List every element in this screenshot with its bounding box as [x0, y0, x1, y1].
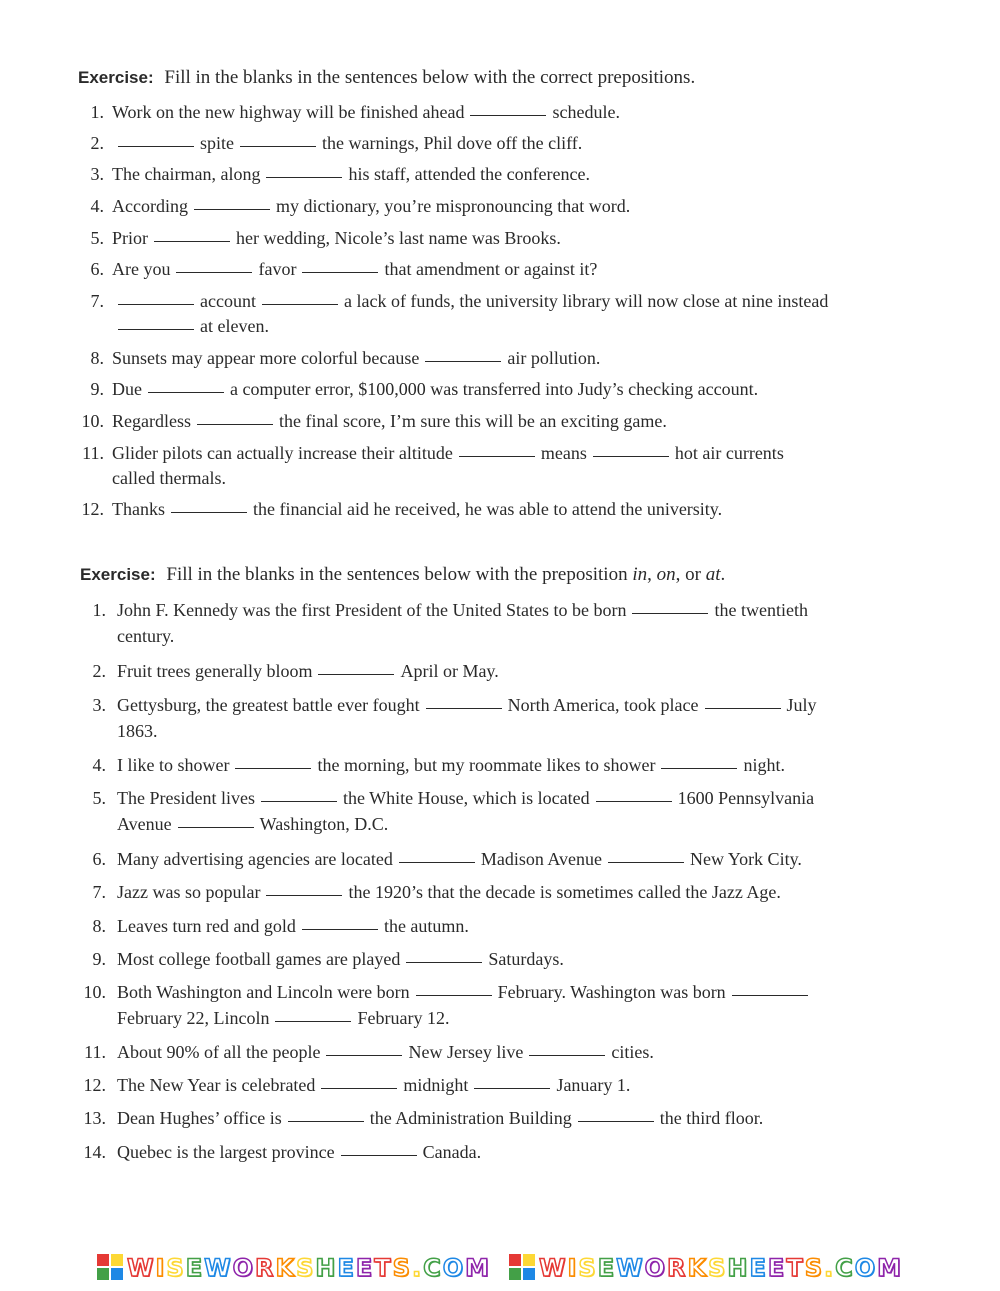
sentence-text: my dictionary, you’re mispronouncing that word.: [275, 196, 631, 216]
exercise-2-instruction: Fill in the blanks in the sentences below with the preposition in, on, or at.: [166, 564, 726, 585]
sentence-text: New York City.: [690, 849, 802, 869]
sentence-text: Sunsets may appear more colorful because: [112, 348, 420, 368]
sentence-line: [112, 441, 784, 466]
sentence-text: Madison Avenue: [480, 849, 603, 869]
answer-blank[interactable]: [148, 391, 224, 393]
answer-blank[interactable]: [178, 826, 254, 828]
sentence-text: Work on the new highway will be finished ahead: [112, 102, 465, 122]
sentence-text: the autumn.: [383, 916, 469, 936]
sentence-text: air pollution.: [507, 348, 601, 368]
item-number: 6.: [92, 849, 106, 869]
item-number: 11.: [82, 443, 104, 463]
answer-blank[interactable]: [240, 145, 316, 147]
sentence-line: [117, 847, 802, 872]
item-number: 4.: [92, 755, 106, 775]
sentence-text: Thanks: [112, 499, 165, 519]
watermark-2: WISEWORKSHEETS.COM: [509, 1254, 903, 1284]
sentence-line: [112, 194, 630, 219]
item-number: 3.: [90, 164, 104, 184]
item-number: 2.: [90, 133, 104, 153]
item-number: 8.: [90, 348, 104, 368]
sentence-text: the final score, I’m sure this will be an exciting game.: [278, 411, 667, 431]
sentence-line: [112, 162, 590, 187]
answer-blank[interactable]: [235, 767, 311, 769]
exercise-2-label: Exercise:: [80, 565, 156, 584]
answer-blank[interactable]: [118, 303, 194, 305]
item-number: 3.: [92, 695, 106, 715]
answer-blank[interactable]: [275, 1020, 351, 1022]
sentence-text: Are you: [112, 259, 171, 279]
sentence-text: her wedding, Nicole’s last name was Brooks.: [236, 228, 561, 248]
sentence-line-continued: [112, 314, 269, 339]
sentence-line: [117, 1073, 630, 1098]
item-number: 4.: [90, 196, 104, 216]
answer-blank[interactable]: [406, 961, 482, 963]
answer-blank[interactable]: [705, 707, 781, 709]
sentence-line-continued: [117, 624, 174, 649]
sentence-line: [112, 257, 597, 282]
sentence-line: [117, 914, 469, 939]
sentence-text: the financial aid he received, he was able to attend the university.: [253, 499, 723, 519]
answer-blank[interactable]: [197, 423, 273, 425]
item-number: 10.: [81, 411, 104, 431]
sentence-line: [112, 100, 620, 125]
answer-blank[interactable]: [732, 994, 808, 996]
sentence-text: hot air currents: [674, 443, 784, 463]
answer-blank[interactable]: [399, 861, 475, 863]
sentence-line: [117, 947, 564, 972]
answer-blank[interactable]: [288, 1120, 364, 1122]
answer-blank[interactable]: [171, 511, 247, 513]
item-number: 12.: [83, 1075, 106, 1095]
sentence-text: The chairman, along: [112, 164, 261, 184]
sentence-text: January 1.: [556, 1075, 631, 1095]
sentence-text: Many advertising agencies are located: [117, 849, 393, 869]
item-number: 13.: [83, 1108, 106, 1128]
sentence-text: Both Washington and Lincoln were born: [117, 982, 410, 1002]
item-number: 5.: [90, 228, 104, 248]
logo-icon: [97, 1254, 123, 1280]
sentence-line-continued: [117, 1006, 449, 1031]
item-number: 11.: [84, 1042, 106, 1062]
answer-blank[interactable]: [593, 455, 669, 457]
sentence-text: Saturdays.: [488, 949, 564, 969]
sentence-text: July: [786, 695, 817, 715]
item-number: 5.: [92, 788, 106, 808]
sentence-text: New Jersey live: [408, 1042, 524, 1062]
answer-blank[interactable]: [416, 994, 492, 996]
sentence-text: John F. Kennedy was the first President of the United States to be born: [117, 600, 627, 620]
answer-blank[interactable]: [266, 894, 342, 896]
sentence-text: Washington, D.C.: [259, 814, 389, 834]
sentence-text: February 12.: [357, 1008, 450, 1028]
sentence-line: [117, 598, 808, 623]
sentence-text: April or May.: [400, 661, 499, 681]
sentence-text: Most college football games are played: [117, 949, 401, 969]
sentence-line-continued: [117, 812, 388, 837]
sentence-text: favor: [258, 259, 297, 279]
sentence-text: his staff, attended the conference.: [348, 164, 591, 184]
exercise-1-label: Exercise:: [78, 68, 154, 87]
sentence-text: the 1920’s that the decade is sometimes called the Jazz Age.: [348, 882, 781, 902]
sentence-text: About 90% of all the people: [117, 1042, 321, 1062]
sentence-text: called thermals.: [112, 468, 226, 488]
item-number: 10.: [83, 982, 106, 1002]
answer-blank[interactable]: [425, 360, 501, 362]
sentence-text: means: [540, 443, 587, 463]
sentence-line-continued: [112, 466, 226, 491]
sentence-text: spite: [200, 133, 234, 153]
item-number: 8.: [92, 916, 106, 936]
sentence-line: [117, 880, 781, 905]
sentence-text: February 22, Lincoln: [117, 1008, 270, 1028]
item-number: 6.: [90, 259, 104, 279]
item-number: 9.: [90, 379, 104, 399]
answer-blank[interactable]: [302, 928, 378, 930]
watermark-1: WISEWORKSHEETS.COM: [97, 1254, 491, 1284]
answer-blank[interactable]: [194, 208, 270, 210]
sentence-text: the Administration Building: [369, 1108, 572, 1128]
sentence-line: [117, 659, 499, 684]
answer-blank[interactable]: [118, 145, 194, 147]
sentence-text: Canada.: [422, 1142, 482, 1162]
sentence-text: the morning, but my roommate likes to shower: [317, 755, 656, 775]
sentence-text: that amendment or against it?: [384, 259, 598, 279]
sentence-line: [117, 786, 814, 811]
sentence-text: Regardless: [112, 411, 191, 431]
sentence-text: Quebec is the largest province: [117, 1142, 335, 1162]
answer-blank[interactable]: [326, 1054, 402, 1056]
sentence-line: [117, 693, 817, 718]
watermark-footer: [0, 1254, 1000, 1284]
sentence-line: [112, 409, 667, 434]
exercise-1-heading: [78, 67, 695, 89]
sentence-text: Dean Hughes’ office is: [117, 1108, 282, 1128]
answer-blank[interactable]: [661, 767, 737, 769]
answer-blank[interactable]: [118, 328, 194, 330]
answer-blank[interactable]: [341, 1154, 417, 1156]
answer-blank[interactable]: [261, 800, 337, 802]
item-number: 1.: [92, 600, 106, 620]
answer-blank[interactable]: [470, 114, 546, 116]
sentence-line: [112, 131, 582, 156]
sentence-text: I like to shower: [117, 755, 230, 775]
sentence-text: Avenue: [117, 814, 172, 834]
sentence-line: [112, 377, 758, 402]
sentence-line: [112, 289, 828, 314]
sentence-line: [117, 1140, 481, 1165]
sentence-text: account: [200, 291, 256, 311]
logo-icon: [509, 1254, 535, 1280]
sentence-text: February. Washington was born: [497, 982, 726, 1002]
sentence-text: Glider pilots can actually increase their altitude: [112, 443, 453, 463]
item-number: 9.: [92, 949, 106, 969]
answer-blank[interactable]: [321, 1087, 397, 1089]
item-number: 7.: [92, 882, 106, 902]
sentence-text: 1600 Pennsylvania: [677, 788, 815, 808]
sentence-text: the twentieth: [714, 600, 808, 620]
sentence-text: Jazz was so popular: [117, 882, 261, 902]
sentence-line: [112, 346, 600, 371]
sentence-line: [117, 980, 814, 1005]
sentence-text: a lack of funds, the university library will now close at nine instead: [343, 291, 829, 311]
sentence-text: 1863.: [117, 721, 158, 741]
item-number: 12.: [81, 499, 104, 519]
sentence-text: the third floor.: [659, 1108, 764, 1128]
sentence-line: [117, 753, 785, 778]
sentence-text: the White House, which is located: [342, 788, 590, 808]
answer-blank[interactable]: [318, 673, 394, 675]
sentence-text: The President lives: [117, 788, 255, 808]
item-number: 2.: [92, 661, 106, 681]
sentence-text: schedule.: [552, 102, 620, 122]
sentence-text: century.: [117, 626, 175, 646]
answer-blank[interactable]: [474, 1087, 550, 1089]
answer-blank[interactable]: [596, 800, 672, 802]
item-number: 14.: [83, 1142, 106, 1162]
exercise-1-instruction: Fill in the blanks in the sentences below with the correct prepositions.: [164, 67, 696, 88]
answer-blank[interactable]: [459, 455, 535, 457]
sentence-line: [112, 226, 561, 251]
sentence-text: a computer error, $100,000 was transferred into Judy’s checking account.: [230, 379, 759, 399]
sentence-text: the warnings, Phil dove off the cliff.: [322, 133, 583, 153]
sentence-text: According: [112, 196, 188, 216]
sentence-text: North America, took place: [507, 695, 699, 715]
sentence-text: Gettysburg, the greatest battle ever fought: [117, 695, 420, 715]
sentence-text: Prior: [112, 228, 148, 248]
answer-blank[interactable]: [578, 1120, 654, 1122]
sentence-line: [112, 497, 722, 522]
sentence-text: at eleven.: [200, 316, 269, 336]
sentence-line: [117, 1106, 763, 1131]
answer-blank[interactable]: [262, 303, 338, 305]
exercise-2-heading: [80, 564, 725, 586]
answer-blank[interactable]: [302, 271, 378, 273]
sentence-text: midnight: [403, 1075, 469, 1095]
answer-blank[interactable]: [154, 240, 230, 242]
answer-blank[interactable]: [176, 271, 252, 273]
answer-blank[interactable]: [426, 707, 502, 709]
answer-blank[interactable]: [266, 176, 342, 178]
sentence-text: cities.: [611, 1042, 654, 1062]
sentence-text: Due: [112, 379, 142, 399]
item-number: 7.: [90, 291, 104, 311]
answer-blank[interactable]: [529, 1054, 605, 1056]
answer-blank[interactable]: [632, 612, 708, 614]
sentence-line-continued: [117, 719, 158, 744]
item-number: 1.: [90, 102, 104, 122]
sentence-text: The New Year is celebrated: [117, 1075, 316, 1095]
sentence-text: Fruit trees generally bloom: [117, 661, 313, 681]
sentence-text: night.: [743, 755, 785, 775]
answer-blank[interactable]: [608, 861, 684, 863]
sentence-text: Leaves turn red and gold: [117, 916, 296, 936]
sentence-line: [117, 1040, 654, 1065]
